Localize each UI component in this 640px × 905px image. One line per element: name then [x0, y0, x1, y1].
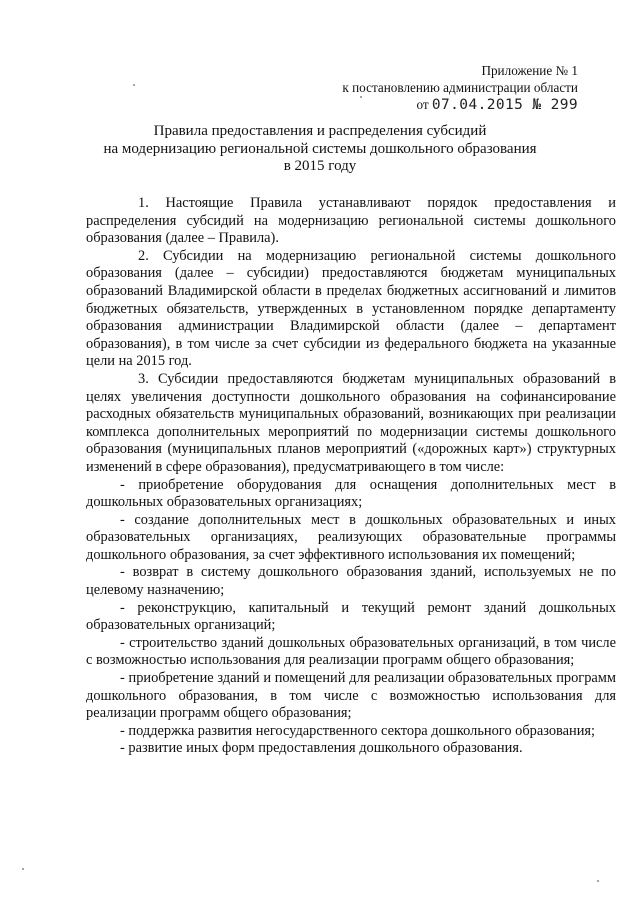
list-item: - возврат в систему дошкольного образования зданий, используемых не по целевому назначению;: [86, 564, 616, 599]
appendix-reference: к постановлению администрации области: [342, 80, 578, 95]
list-item: - реконструкцию, капитальный и текущий ремонт зданий дошкольных образовательных организаций;: [86, 599, 616, 634]
scan-speck: [133, 84, 135, 86]
appendix-header: [342, 62, 578, 114]
title-line: на модернизацию региональной системы дошкольного образования: [103, 140, 537, 157]
scan-speck: [597, 880, 599, 882]
list-item: - приобретение оборудования для оснащения дополнительных мест в дошкольных образовательных организациях;: [86, 476, 616, 511]
appendix-number: Приложение № 1: [481, 63, 578, 78]
list-item: - создание дополнительных мест в дошкольных образовательных и иных образовательных организациях, реализующих образовательные программы дошкольного образования, за счет эффективного использования их помещений;: [86, 511, 616, 563]
paragraph: 2. Субсидии на модернизацию региональной системы дошкольного образования (далее – субсидии) предоставляются бюджетам муниципальных образований Владимирской области в пределах бюджетных ассигнований и лимитов бюджетных обязательств, утвержденных в установленном порядке департаменту образования администрации Владимирской области (далее – департамент образования), в том числе за счет субсидии из федерального бюджета на указанные цели на 2015 год.: [86, 247, 616, 370]
resolution-date-number: 07.04.2015 № 299: [431, 97, 578, 113]
list-item: - приобретение зданий и помещений для реализации образовательных программ дошкольного образования, в том числе с возможностью использования для реализации программ общего образования;: [86, 670, 616, 722]
list-item: - поддержка развития негосударственного сектора дошкольного образования;: [120, 722, 596, 739]
document-title: [0, 123, 640, 176]
paragraph: 3. Субсидии предоставляются бюджетам муниципальных образований в целях увеличения доступности дошкольного образования на софинансирование расходных обязательств муниципальных образований, возникающих при реализации комплекса дополнительных мероприятий по модернизации системы дошкольного образования (муниципальных планов мероприятий («дорожных карт») структурных изменений в сфере образования), предусматривающего в том числе:: [86, 370, 616, 475]
title-line: Правила предоставления и распределения субсидий: [153, 123, 487, 139]
appendix-date-line: [342, 96, 578, 114]
paragraph: 1. Настоящие Правила устанавливают порядок предоставления и распределения субсидий на модернизацию региональной системы дошкольного образования (далее – Правила).: [86, 195, 616, 247]
title-line: в 2015 году: [283, 158, 357, 175]
list-item: - строительство зданий дошкольных образовательных организаций, в том числе с возможностью использования для реализации программ общего образования;: [86, 634, 616, 669]
scan-speck: [22, 868, 24, 870]
date-prefix: от: [416, 97, 429, 112]
list-item: - развитие иных форм предоставления дошкольного образования.: [120, 740, 523, 757]
document-body: [86, 195, 616, 758]
